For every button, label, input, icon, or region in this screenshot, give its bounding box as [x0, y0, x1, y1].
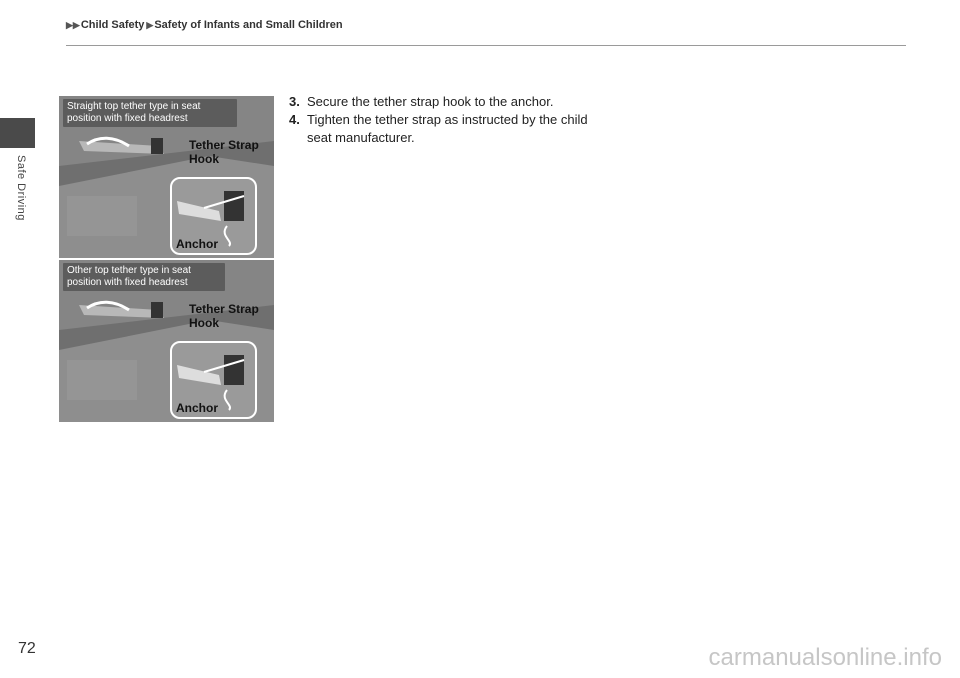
label-anchor: Anchor — [176, 237, 218, 251]
watermark: carmanualsonline.info — [708, 644, 942, 671]
figure-straight-tether — [59, 96, 274, 258]
label-anchor: Anchor — [176, 401, 218, 415]
header-rule — [66, 45, 906, 46]
instruction-steps — [289, 93, 589, 147]
breadcrumb-item-infants[interactable]: Safety of Infants and Small Children — [154, 19, 343, 31]
step-text: Secure the tether strap hook to the anchor. — [307, 94, 554, 109]
figure-caption: Other top tether type in seat position with fixed headrest — [63, 263, 225, 291]
breadcrumb-item-child-safety[interactable]: Child Safety — [80, 19, 145, 31]
step-text: Tighten the tether strap as instructed by the child seat manufacturer. — [307, 112, 588, 145]
section-tab — [0, 118, 35, 148]
figure-other-tether — [59, 260, 274, 422]
section-label: Safe Driving — [15, 155, 27, 221]
label-tether-strap-hook: Tether Strap Hook — [189, 138, 259, 166]
page-number: 72 — [18, 640, 36, 657]
breadcrumb-arrow-icon: ▶▶ — [66, 19, 80, 30]
step-number: 3. — [289, 94, 300, 109]
label-tether-strap-hook: Tether Strap Hook — [189, 302, 259, 330]
step-number: 4. — [289, 112, 300, 127]
step-item — [289, 111, 589, 147]
figure-caption: Straight top tether type in seat position with fixed headrest — [63, 99, 237, 127]
step-item — [289, 93, 589, 111]
breadcrumb — [66, 19, 343, 31]
breadcrumb-arrow-icon: ▶ — [146, 19, 154, 30]
